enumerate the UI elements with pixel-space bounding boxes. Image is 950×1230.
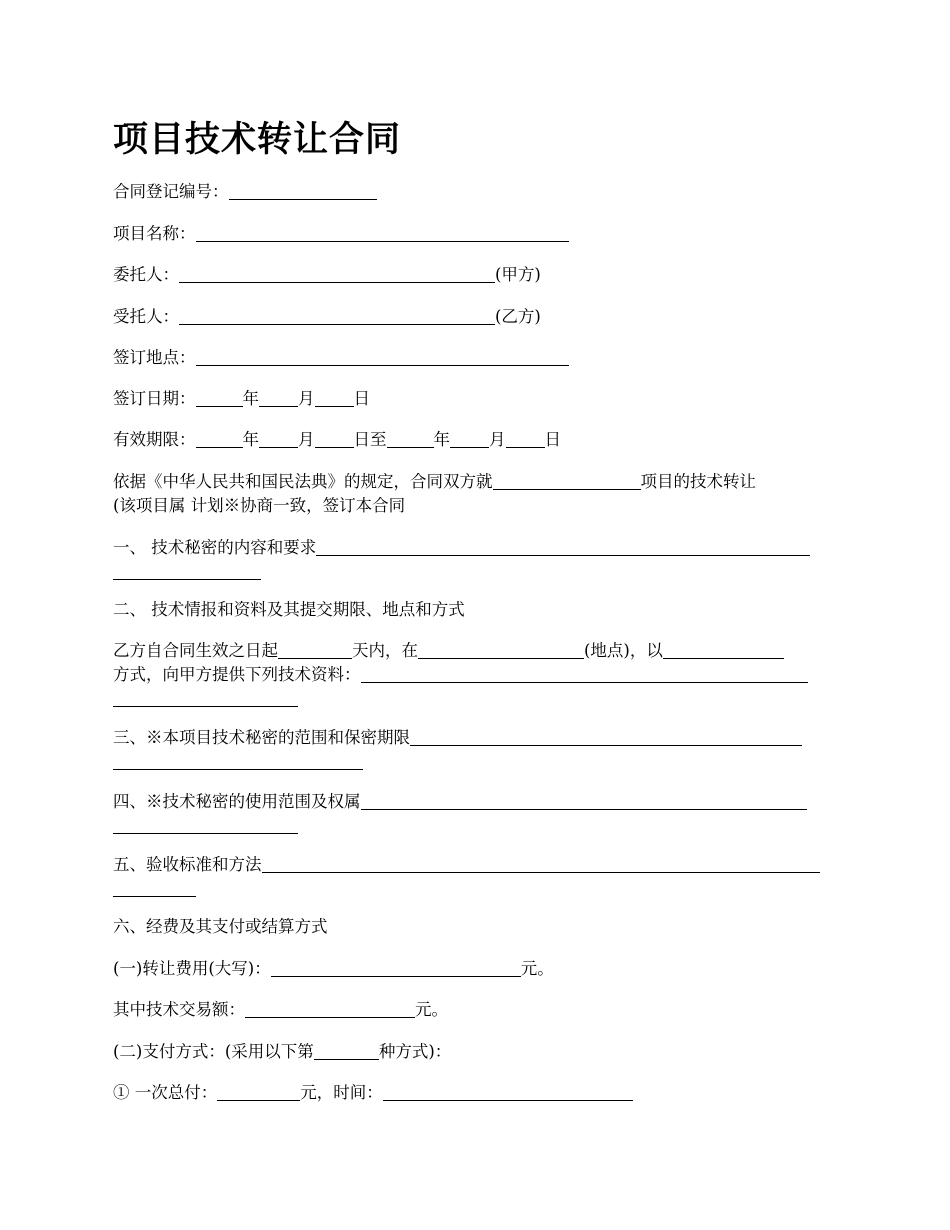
section-2-continuation [113, 687, 298, 711]
section-6-heading: 六、经费及其支付或结算方式 [113, 917, 328, 936]
section-3-heading: 三、※本项目技术秘密的范围和保密期限 [113, 728, 410, 747]
trustee-line [113, 305, 541, 329]
registration-number-line [113, 180, 377, 204]
preamble-project-blank[interactable] [493, 471, 641, 490]
project-name-label: 项目名称： [113, 224, 196, 243]
sign-date-line [113, 387, 370, 411]
sign-date-label: 签订日期： [113, 389, 196, 408]
sign-day-blank[interactable] [315, 388, 354, 407]
trustee-suffix: (乙方) [495, 307, 541, 326]
lump-sum-label: ① 一次总付： [113, 1083, 218, 1102]
month-text: 月 [298, 389, 315, 408]
section-1-blank-continued[interactable] [113, 561, 261, 580]
section-4-blank[interactable] [361, 791, 807, 810]
valid-from-month-blank[interactable] [259, 429, 298, 448]
section-1-line [113, 536, 810, 560]
transfer-fee-blank[interactable] [271, 958, 521, 977]
valid-to-month-blank[interactable] [450, 429, 489, 448]
section-3-blank-continued[interactable] [113, 751, 363, 770]
method-blank[interactable] [663, 640, 784, 659]
section-5-heading: 五、验收标准和方法 [113, 855, 262, 874]
lump-sum-line [113, 1081, 633, 1105]
section-3-continuation [113, 750, 363, 774]
sign-month-blank[interactable] [259, 388, 298, 407]
section-4-line [113, 790, 807, 814]
section-2-detail-line-2 [113, 663, 808, 687]
section-4-blank-continued[interactable] [113, 815, 298, 834]
section-4-heading: 四、※技术秘密的使用范围及权属 [113, 792, 361, 811]
section-5-continuation [113, 877, 196, 901]
valid-from-year-blank[interactable] [196, 429, 243, 448]
section-2-text-a: 乙方自合同生效之日起 [113, 641, 278, 660]
section-1-blank[interactable] [316, 537, 810, 556]
tech-amount-blank[interactable] [245, 999, 415, 1018]
section-3-line [113, 726, 802, 750]
payment-method-blank[interactable] [314, 1041, 379, 1060]
payment-method-text-a: (二)支付方式：(采用以下第 [113, 1042, 314, 1061]
client-blank[interactable] [179, 264, 495, 283]
project-name-blank[interactable] [196, 223, 569, 242]
tech-amount-label: 其中技术交易额： [113, 1000, 245, 1019]
lump-sum-time-blank[interactable] [383, 1082, 633, 1101]
yuan-text: 元。 [520, 959, 554, 978]
preamble-text-a: 依据《中华人民共和国民法典》的规定，合同双方就 [113, 472, 493, 491]
tech-materials-blank-continued[interactable] [113, 688, 298, 707]
sign-place-line [113, 346, 569, 370]
section-1-heading: 一、 技术秘密的内容和要求 [113, 538, 317, 557]
sign-place-blank[interactable] [196, 347, 569, 366]
project-name-line [113, 222, 569, 246]
section-1-continuation [113, 560, 261, 584]
preamble-text-b: 项目的技术转让 [640, 472, 756, 491]
sign-year-blank[interactable] [196, 388, 243, 407]
year-text: 年 [242, 389, 259, 408]
section-5-blank-continued[interactable] [113, 878, 196, 897]
payment-method-text-b: 种方式)： [378, 1042, 452, 1061]
day-text: 日 [353, 389, 370, 408]
section-5-line [113, 853, 820, 877]
transfer-fee-label: (一)转让费用(大写)： [113, 959, 271, 978]
page-title: 项目技术转让合同 [113, 120, 402, 160]
preamble-line-2: (该项目属 计划※协商一致，签订本合同 [113, 496, 406, 515]
section-5-blank[interactable] [262, 854, 820, 873]
transfer-fee-line [113, 957, 554, 981]
place-blank[interactable] [418, 640, 584, 659]
tech-materials-blank[interactable] [361, 664, 808, 683]
lump-sum-text-b: 元，时间： [300, 1083, 383, 1102]
day-text: 日 [544, 430, 561, 449]
registration-number-blank[interactable] [229, 181, 377, 200]
year-text: 年 [242, 430, 259, 449]
valid-from-day-blank[interactable] [315, 429, 354, 448]
section-4-continuation [113, 814, 298, 838]
tech-amount-line [113, 998, 448, 1022]
days-blank[interactable] [278, 640, 352, 659]
valid-period-line [113, 428, 561, 452]
valid-to-year-blank[interactable] [387, 429, 434, 448]
client-suffix: (甲方) [495, 265, 541, 284]
day-to-text: 日至 [353, 430, 387, 449]
section-2-text-d: 方式，向甲方提供下列技术资料： [113, 665, 361, 684]
section-3-blank[interactable] [410, 727, 802, 746]
section-2-text-b: 天内，在 [352, 641, 418, 660]
month-text: 月 [298, 430, 315, 449]
client-line [113, 263, 541, 287]
section-2-detail-line-1 [113, 639, 784, 663]
year-text: 年 [433, 430, 450, 449]
lump-sum-amount-blank[interactable] [217, 1082, 300, 1101]
yuan-text: 元。 [415, 1000, 448, 1019]
trustee-blank[interactable] [179, 306, 495, 325]
client-label: 委托人： [113, 265, 179, 284]
registration-number-label: 合同登记编号： [113, 182, 229, 201]
trustee-label: 受托人： [113, 307, 179, 326]
preamble-line-1 [113, 470, 756, 494]
valid-period-label: 有效期限： [113, 430, 196, 449]
sign-place-label: 签订地点： [113, 348, 196, 367]
valid-to-day-blank[interactable] [506, 429, 545, 448]
section-2-heading: 二、 技术情报和资料及其提交期限、地点和方式 [113, 600, 465, 619]
section-2-text-c: (地点)，以 [584, 641, 663, 660]
month-text: 月 [489, 430, 506, 449]
payment-method-line [113, 1040, 451, 1064]
